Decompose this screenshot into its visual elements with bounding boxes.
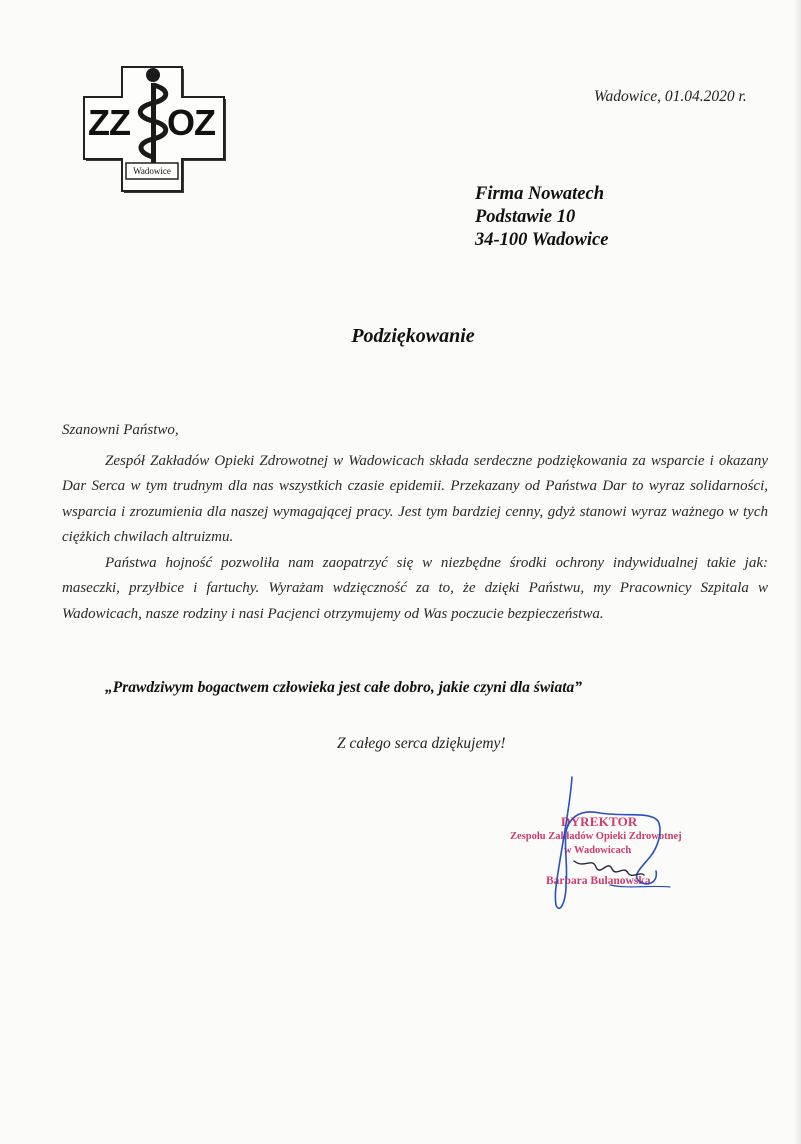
logo-letters-right: OZ [167, 102, 215, 143]
stamp-name: Barbara Bulanowska [546, 875, 651, 887]
logo-letters-left: ZZ [88, 102, 130, 143]
handwritten-signature-icon [500, 765, 720, 915]
recipient-address [475, 183, 608, 252]
greeting: Szanowni Państwo, [62, 422, 179, 438]
recipient-line-1: Firma Nowatech [475, 184, 604, 204]
closing-line: Z całego serca dziękujemy! [337, 735, 506, 752]
zzoz-logo [82, 65, 228, 195]
logo-town-label: Wadowice [133, 166, 171, 176]
stamp-role: DYREKTOR [561, 814, 638, 829]
recipient-line-3: 34-100 Wadowice [475, 230, 609, 250]
recipient-line-2: Podstawie 10 [475, 207, 576, 227]
stamp-town: w Wadowicach [564, 845, 632, 856]
letter-body [62, 418, 768, 627]
letter-date: Wadowice, 01.04.2020 r. [594, 88, 747, 105]
paragraph-2: Państwa hojność pozwoliła nam zaopatrzyć się w niezbędne środki ochrony indywidualnej takie jak: maseczki, przyłbice i fartuchy. Wyrażam wdzięczność za to, że dzięki Państwu, my Pracownicy Szpitala w Wadowicach, nasze rodziny i nasi Pacjenci otrzymujemy od Was poczucie bezpieczeństwa. [62, 554, 768, 622]
letter-title: Podziękowanie [351, 325, 475, 347]
paragraph-1: Zespół Zakładów Opieki Zdrowotnej w Wadowicach składa serdeczne podziękowania za wsparcie i okazany Dar Serca w tym trudnym dla nas wszystkich czasie epidemii. Przekazany od Państwa Dar to wyraz solidarności, wsparcia i zrozumienia dla naszej wymagającej pracy. Jest tym bardziej cenny, gdyż stanowi wyraz ważnego w tych ciężkich chwilach altruizmu. [62, 452, 768, 545]
stamp-organization: Zespołu Zakładów Opieki Zdrowotnej [510, 831, 682, 842]
scan-edge-shadow [793, 0, 801, 1144]
quote: „Prawdziwym bogactwem człowieka jest całe dobro, jakie czyni dla świata” [105, 679, 583, 696]
